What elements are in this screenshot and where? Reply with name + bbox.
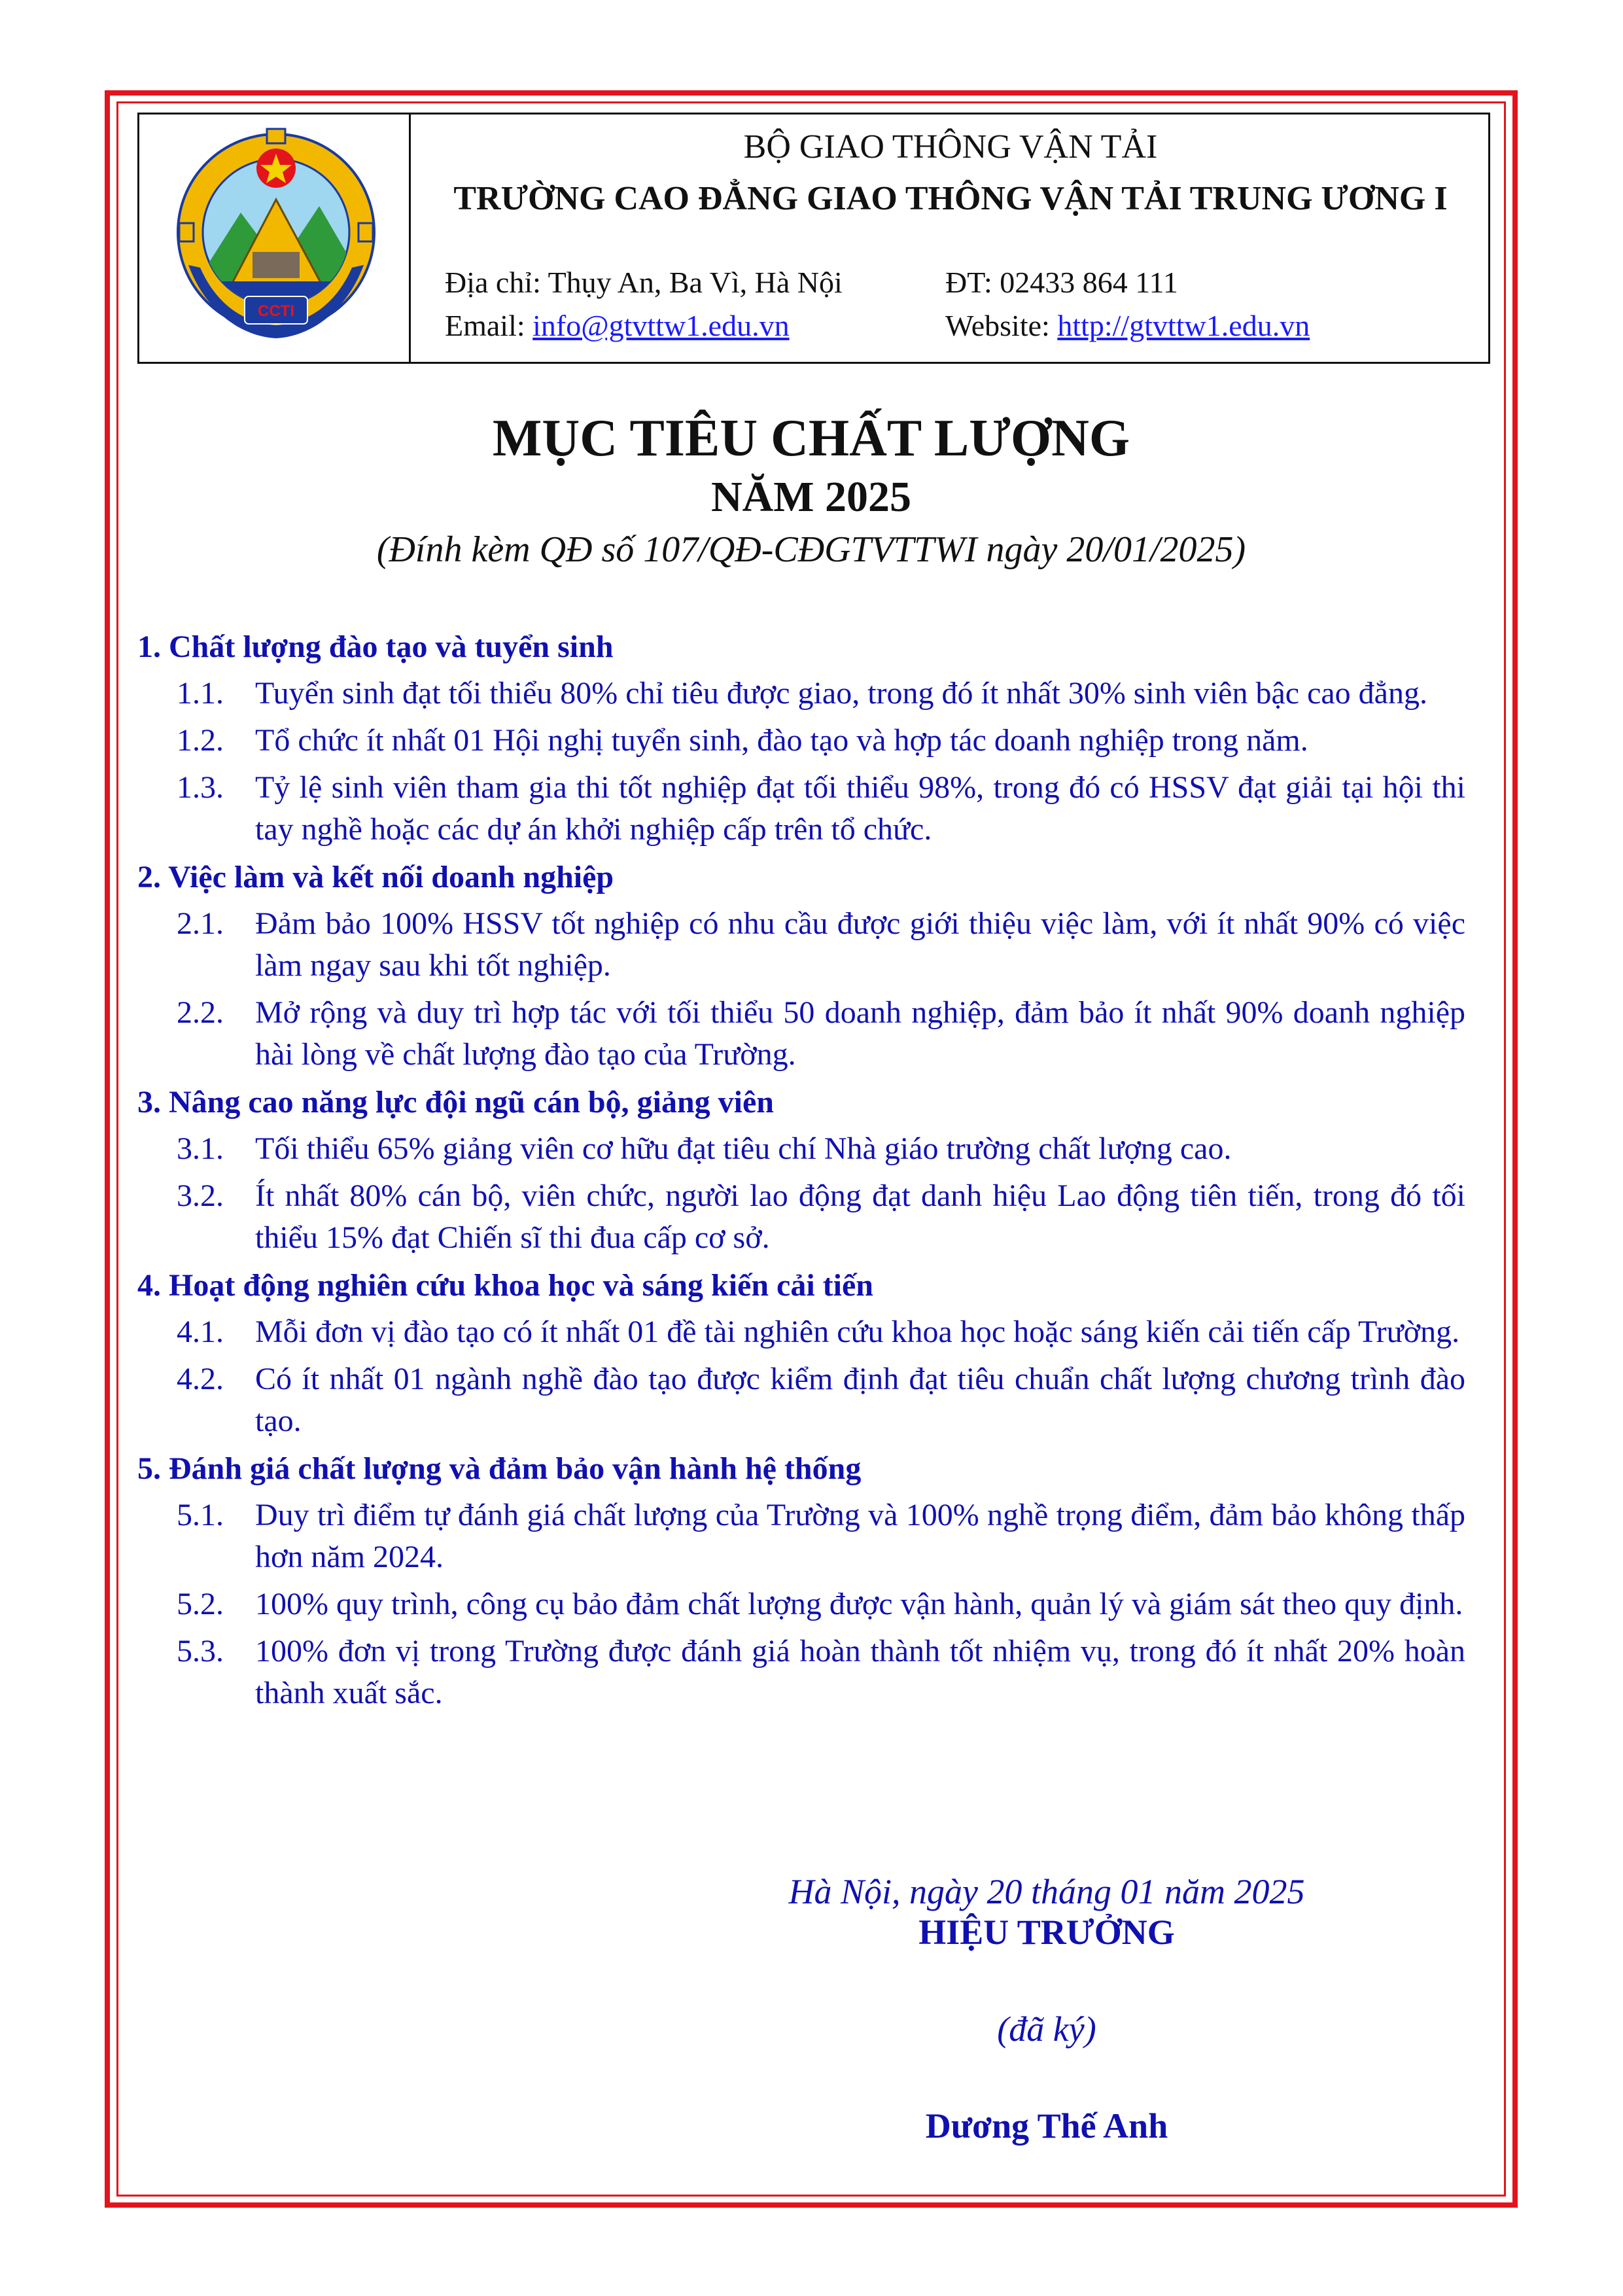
section-title: 5. Đánh giá chất lượng và đảm bảo vận hành hệ thống bbox=[137, 1451, 862, 1486]
school-logo-icon bbox=[169, 128, 383, 350]
item-text: Mỗi đơn vị đào tạo có ít nhất 01 đề tài nghiên cứu khoa học hoặc sáng kiến cải tiến cấp Trường. bbox=[255, 1315, 1460, 1349]
list-item bbox=[137, 673, 1465, 715]
phone: ĐT: 02433 864 111 bbox=[945, 266, 1178, 299]
ministry-name: BỘ GIAO THÔNG VẬN TẢI bbox=[743, 128, 1158, 166]
email-label: Email: bbox=[445, 309, 533, 342]
list-item bbox=[137, 1311, 1465, 1353]
list-item bbox=[137, 1583, 1465, 1625]
list-item bbox=[137, 1128, 1465, 1170]
item-number: 5.2. bbox=[177, 1587, 224, 1621]
section-title: 1. Chất lượng đào tạo và tuyển sinh bbox=[137, 629, 614, 664]
list-item bbox=[137, 992, 1465, 1076]
document-title: MỤC TIÊU CHẤT LƯỢNG bbox=[492, 410, 1130, 467]
item-text: Tối thiểu 65% giảng viên cơ hữu đạt tiêu chí Nhà giáo trường chất lượng cao. bbox=[255, 1131, 1232, 1166]
item-text: Tổ chức ít nhất 01 Hội nghị tuyển sinh, đào tạo và hợp tác doanh nghiệp trong năm. bbox=[255, 723, 1308, 758]
document-year: NĂM 2025 bbox=[710, 473, 912, 521]
item-number: 5.1. bbox=[177, 1498, 224, 1532]
item-text: 100% đơn vị trong Trường được đánh giá hoàn thành tốt nhiệm vụ, trong đó ít nhất 20% hoàn thành xuất sắc. bbox=[255, 1634, 1465, 1710]
logo-lettering: CCTI bbox=[258, 302, 294, 320]
item-text: Mở rộng và duy trì hợp tác với tối thiểu 50 doanh nghiệp, đảm bảo ít nhất 90% doanh nghiệp hài lòng về chất lượng đào tạo của Trường. bbox=[255, 995, 1465, 1072]
section bbox=[137, 1081, 1465, 1259]
item-number: 2.1. bbox=[177, 906, 224, 941]
item-number: 3.2. bbox=[177, 1178, 224, 1213]
email-link[interactable]: info@gtvttw1.edu.vn bbox=[532, 309, 790, 342]
section-title: 4. Hoạt động nghiên cứu khoa học và sáng kiến cải tiến bbox=[137, 1268, 873, 1303]
item-number: 4.2. bbox=[177, 1362, 224, 1396]
item-number: 1.1. bbox=[177, 676, 224, 711]
item-number: 4.1. bbox=[177, 1315, 224, 1349]
signature-signed-note: (đã ký) bbox=[997, 2009, 1096, 2049]
item-number: 2.2. bbox=[177, 995, 224, 1030]
list-item bbox=[137, 903, 1465, 987]
section-title: 3. Nâng cao năng lực đội ngũ cán bộ, giảng viên bbox=[137, 1085, 774, 1120]
item-number: 1.2. bbox=[177, 723, 224, 758]
section bbox=[137, 1447, 1465, 1714]
signature-place-date: Hà Nội, ngày 20 tháng 01 năm 2025 bbox=[788, 1872, 1305, 1911]
item-text: Tỷ lệ sinh viên tham gia thi tốt nghiệp đạt tối thiểu 98%, trong đó có HSSV đạt giải tại hội thi tay nghề hoặc các dự án khởi nghiệp cấp trên tổ chức. bbox=[255, 770, 1465, 847]
item-text: 100% quy trình, công cụ bảo đảm chất lượng được vận hành, quản lý và giám sát theo quy định. bbox=[255, 1587, 1463, 1621]
item-number: 5.3. bbox=[177, 1634, 224, 1669]
objectives-list bbox=[137, 622, 1465, 1720]
list-item bbox=[137, 1631, 1465, 1714]
email-line bbox=[445, 308, 790, 343]
item-text: Duy trì điểm tự đánh giá chất lượng của Trường và 100% nghề trọng điểm, đảm bảo không thấp hơn năm 2024. bbox=[255, 1498, 1465, 1574]
section bbox=[137, 626, 1465, 851]
signature-role: HIỆU TRƯỞNG bbox=[918, 1913, 1175, 1952]
signatory-name: Dương Thế Anh bbox=[925, 2106, 1168, 2146]
list-item bbox=[137, 1494, 1465, 1578]
document-attachment-note: (Đính kèm QĐ số 107/QĐ-CĐGTVTTWI ngày 20/01/2025) bbox=[376, 529, 1246, 570]
website-link[interactable]: http://gtvttw1.edu.vn bbox=[1057, 309, 1310, 342]
list-item bbox=[137, 720, 1465, 762]
item-text: Đảm bảo 100% HSSV tốt nghiệp có nhu cầu được giới thiệu việc làm, với ít nhất 90% có việc làm ngay sau khi tốt nghiệp. bbox=[255, 906, 1465, 983]
item-number: 1.3. bbox=[177, 770, 224, 805]
item-number: 3.1. bbox=[177, 1131, 224, 1166]
website-line bbox=[945, 308, 1310, 343]
section bbox=[137, 1264, 1465, 1442]
item-text: Ít nhất 80% cán bộ, viên chức, người lao động đạt danh hiệu Lao động tiên tiến, trong đó tối thiểu 15% đạt Chiến sĩ thi đua cấp cơ sở. bbox=[255, 1178, 1465, 1255]
list-item bbox=[137, 1175, 1465, 1259]
item-text: Tuyển sinh đạt tối thiểu 80% chỉ tiêu được giao, trong đó ít nhất 30% sinh viên bậc cao đẳng. bbox=[255, 676, 1427, 711]
website-label: Website: bbox=[945, 309, 1058, 342]
section bbox=[137, 856, 1465, 1076]
section-title: 2. Việc làm và kết nối doanh nghiệp bbox=[137, 860, 614, 894]
list-item bbox=[137, 767, 1465, 851]
address: Địa chỉ: Thụy An, Ba Vì, Hà Nội bbox=[445, 266, 843, 299]
school-name: TRƯỜNG CAO ĐẲNG GIAO THÔNG VẬN TẢI TRUNG ƯƠNG I bbox=[453, 180, 1448, 217]
list-item bbox=[137, 1358, 1465, 1442]
item-text: Có ít nhất 01 ngành nghề đào tạo được kiểm định đạt tiêu chuẩn chất lượng chương trình đào tạo. bbox=[255, 1362, 1465, 1438]
